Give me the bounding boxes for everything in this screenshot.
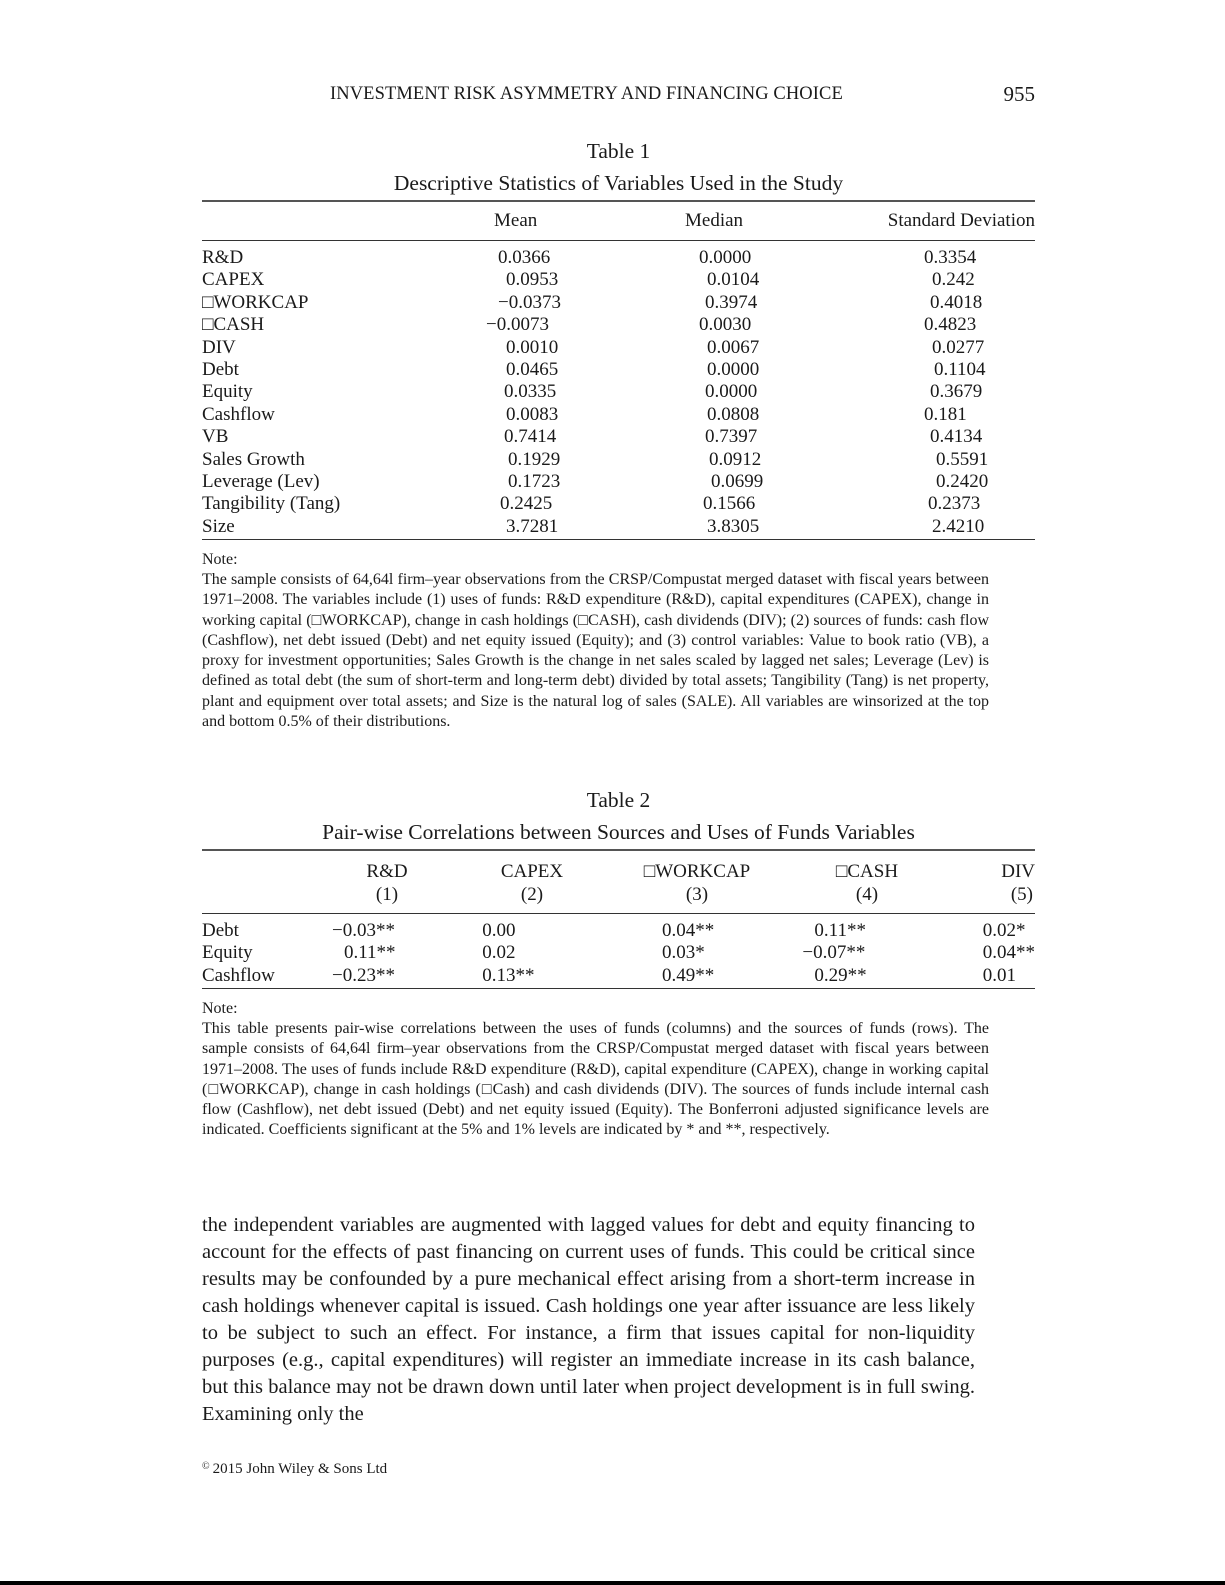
table-2-body [202, 920, 1035, 987]
column-number: (2) [520, 884, 544, 905]
row-label: Debt [202, 920, 239, 941]
row-label: Cashflow [202, 964, 275, 986]
correlation-cell: −0.07** [802, 942, 866, 964]
row-label: Debt [202, 359, 239, 381]
mean-cell: 0.2425 [500, 493, 553, 515]
mean-cell: 0.1929 [508, 448, 561, 470]
sd-cell: 0.3679 [930, 381, 983, 403]
mean-cell: −0.0073 [486, 314, 549, 336]
table-1-row [202, 404, 1035, 426]
table-1-row [202, 516, 1035, 538]
sd-cell: 0.4134 [930, 426, 983, 448]
mean-cell: 0.0953 [506, 269, 559, 291]
column-header: □CASH [835, 861, 899, 882]
copyright-icon: © [202, 1461, 210, 1472]
column-header-median: Median [685, 210, 744, 231]
row-label: R&D [202, 247, 244, 268]
sd-cell: 0.0277 [932, 336, 985, 358]
column-header: DIV [1001, 861, 1035, 882]
running-title: INVESTMENT RISK ASYMMETRY AND FINANCING CHOICE [330, 84, 843, 104]
median-cell: 0.1566 [703, 493, 756, 515]
table-2-row [202, 920, 1035, 942]
column-number: (4) [855, 884, 879, 905]
column-number: (3) [685, 884, 709, 905]
row-label: Equity [202, 942, 253, 964]
column-header-mean: Mean [494, 210, 538, 231]
row-label: □CASH [202, 314, 265, 336]
median-cell: 0.0000 [705, 381, 758, 403]
median-cell: 0.0699 [711, 471, 764, 493]
table-2-row [202, 942, 1035, 964]
table-1-title: Descriptive Statistics of Variables Used in the Study [393, 171, 844, 195]
copyright-text: 2015 John Wiley & Sons Ltd [212, 1461, 388, 1477]
table-1-row [202, 493, 1035, 515]
table-2-header-rule [202, 913, 1035, 914]
sd-cell: 0.2373 [928, 493, 981, 515]
correlation-cell: 0.04** [661, 920, 715, 941]
table-2-title: Pair-wise Correlations between Sources and Uses of Funds Variables [322, 820, 915, 844]
sd-cell: 0.4823 [924, 314, 977, 336]
table-1-row [202, 247, 1035, 269]
table-1-row [202, 359, 1035, 381]
median-cell: 0.0808 [707, 403, 760, 425]
correlation-cell: −0.03** [332, 920, 395, 941]
page-bottom-edge [0, 1581, 1225, 1585]
table-1-grid [202, 202, 1035, 240]
median-cell: 0.0067 [707, 336, 760, 358]
table-2-top-rule [202, 849, 1035, 851]
correlation-cell: −0.23** [332, 964, 395, 986]
mean-cell: 0.0366 [498, 247, 551, 268]
correlation-cell: 0.04** [982, 942, 1035, 964]
mean-cell: 0.1723 [508, 471, 561, 493]
correlation-cell: 0.02 [482, 942, 516, 964]
running-head [202, 84, 1035, 110]
table-1-label: Table 1 [586, 139, 651, 163]
row-label: Cashflow [202, 403, 275, 425]
footer [202, 1461, 387, 1478]
median-cell: 3.8305 [707, 515, 760, 537]
sd-cell: 2.4210 [932, 515, 985, 537]
table-1 [202, 135, 1035, 732]
median-cell: 0.7397 [705, 426, 758, 448]
row-label: CAPEX [202, 269, 265, 291]
median-cell: 0.0912 [709, 448, 762, 470]
mean-cell: 3.7281 [506, 515, 559, 537]
row-label: VB [202, 426, 229, 448]
row-label: DIV [202, 336, 236, 358]
median-cell: 0.0104 [707, 269, 760, 291]
table-1-row [202, 449, 1035, 471]
table-1-header-row [202, 202, 1035, 240]
row-label: Leverage (Lev) [202, 471, 320, 493]
table-2-label: Table 2 [586, 788, 651, 812]
sd-cell: 0.2420 [936, 471, 989, 493]
table-1-row [202, 471, 1035, 493]
correlation-cell: 0.11** [344, 942, 396, 964]
column-number: (5) [1010, 884, 1033, 905]
correlation-cell: 0.00 [482, 920, 516, 941]
table-2-row [202, 965, 1035, 987]
row-label: Equity [202, 381, 253, 403]
mean-cell: −0.0373 [498, 291, 561, 313]
correlation-cell: 0.01 [982, 964, 1016, 986]
mean-cell: 0.0010 [506, 336, 559, 358]
table-2-note: This table presents pair-wise correlations between the uses of funds (columns) and the sources of funds (rows). The sample consists of 64,64l firm–year observations from the CRSP/Compustat merged dataset with fiscal years between 1971–2008. The uses of funds include R&D expenditure (R&D), capital expenditure (CAPEX), change in working capital (□WORKCAP), change in cash holdings (□Cash) and cash dividends (DIV). The sources of funds include internal cash flow (Cashflow), net debt issued (Debt) and net equity issued (Equity). The Bonferroni adjusted significance levels are indicated. Coefficients significant at the 5% and 1% levels are indicated by * and **, respectively. [202, 1020, 989, 1139]
table-2-bottom-rule [202, 988, 1035, 989]
column-header-sd: Standard Deviation [887, 210, 1035, 231]
mean-cell: 0.7414 [504, 426, 557, 448]
sd-cell: 0.4018 [930, 291, 983, 313]
table-1-bottom-rule [202, 539, 1035, 540]
correlation-cell: 0.49** [661, 964, 715, 986]
correlation-cell: 0.29** [814, 964, 867, 986]
median-cell: 0.0000 [699, 247, 752, 268]
correlation-cell: 0.11** [814, 920, 866, 941]
table-1-note: The sample consists of 64,64l firm–year observations from the CRSP/Compustat merged dataset with fiscal years between 1971–2008. The variables include (1) uses of funds: R&D expenditure (R&D), capital expenditures (CAPEX), change in working capital (□WORKCAP), change in cash holdings (□CASH), cash dividends (DIV); (2) sources of funds: cash flow (Cashflow), net debt issued (Debt) and net equity issued (Equity); and (3) control variables: Value to book ratio (VB), a proxy for investment opportunities; Sales Growth is the change in net sales scaled by lagged net sales; Leverage (Lev) is defined as total debt (the sum of short-term and long-term debt) divided by total assets; Tangibility (Tang) is net property, plant and equipment over total assets; and Size is the natural log of sales (SALE). All variables are winsorized at the top and bottom 0.5% of their distributions. [202, 571, 989, 730]
row-label: Size [202, 515, 235, 537]
sd-cell: 0.181 [924, 403, 967, 425]
table-2-header-numbers [202, 883, 1035, 906]
table-2-header [202, 860, 1035, 906]
table-1-row [202, 314, 1035, 336]
sd-cell: 0.1104 [934, 359, 986, 381]
column-header-variable [202, 202, 482, 240]
table-2 [202, 784, 1035, 1140]
table-1-row [202, 337, 1035, 359]
table-1-row [202, 292, 1035, 314]
table-1-body [202, 247, 1035, 538]
body-paragraph: the independent variables are augmented with lagged values for debt and equity financing to account for the effects of past financing on current uses of funds. This could be critical since results may be confounded by a pure mechanical effect arising from a short-term increase in cash holdings whenever capital is issued. Cash holdings one year after issuance are less likely to be subject to such an effect. For instance, a firm that issues capital for non-liquidity purposes (e.g., capital expenditures) will register an immediate increase in its cash balance, but this balance may not be drawn down until later when project development is in full swing. Examining only the [202, 1214, 975, 1425]
row-label: Tangibility (Tang) [202, 493, 341, 515]
sd-cell: 0.242 [932, 269, 975, 291]
mean-cell: 0.0335 [504, 381, 557, 403]
table-2-header-names [202, 860, 1035, 883]
table-1-row [202, 426, 1035, 448]
column-header: CAPEX [500, 861, 564, 882]
mean-cell: 0.0465 [506, 359, 559, 381]
page-number: 955 [1003, 82, 1035, 106]
sd-cell: 0.5591 [936, 448, 989, 470]
table-1-row [202, 269, 1035, 291]
sd-cell: 0.3354 [924, 247, 977, 268]
column-header: □WORKCAP [643, 861, 751, 882]
table-1-row [202, 381, 1035, 403]
column-number: (1) [375, 884, 399, 905]
table-1-header-rule [202, 240, 1035, 241]
row-label: □WORKCAP [202, 291, 309, 313]
median-cell: 0.0000 [707, 359, 760, 381]
column-header: R&D [366, 861, 408, 882]
correlation-cell: 0.03* [661, 942, 705, 964]
correlation-cell: 0.13** [482, 964, 535, 986]
correlation-cell: 0.02* [982, 920, 1026, 941]
median-cell: 0.0030 [699, 314, 752, 336]
row-label: Sales Growth [202, 448, 305, 470]
mean-cell: 0.0083 [506, 403, 559, 425]
median-cell: 0.3974 [705, 291, 758, 313]
table-2-note-label: Note: [202, 1000, 238, 1018]
table-1-note-label: Note: [202, 551, 238, 569]
